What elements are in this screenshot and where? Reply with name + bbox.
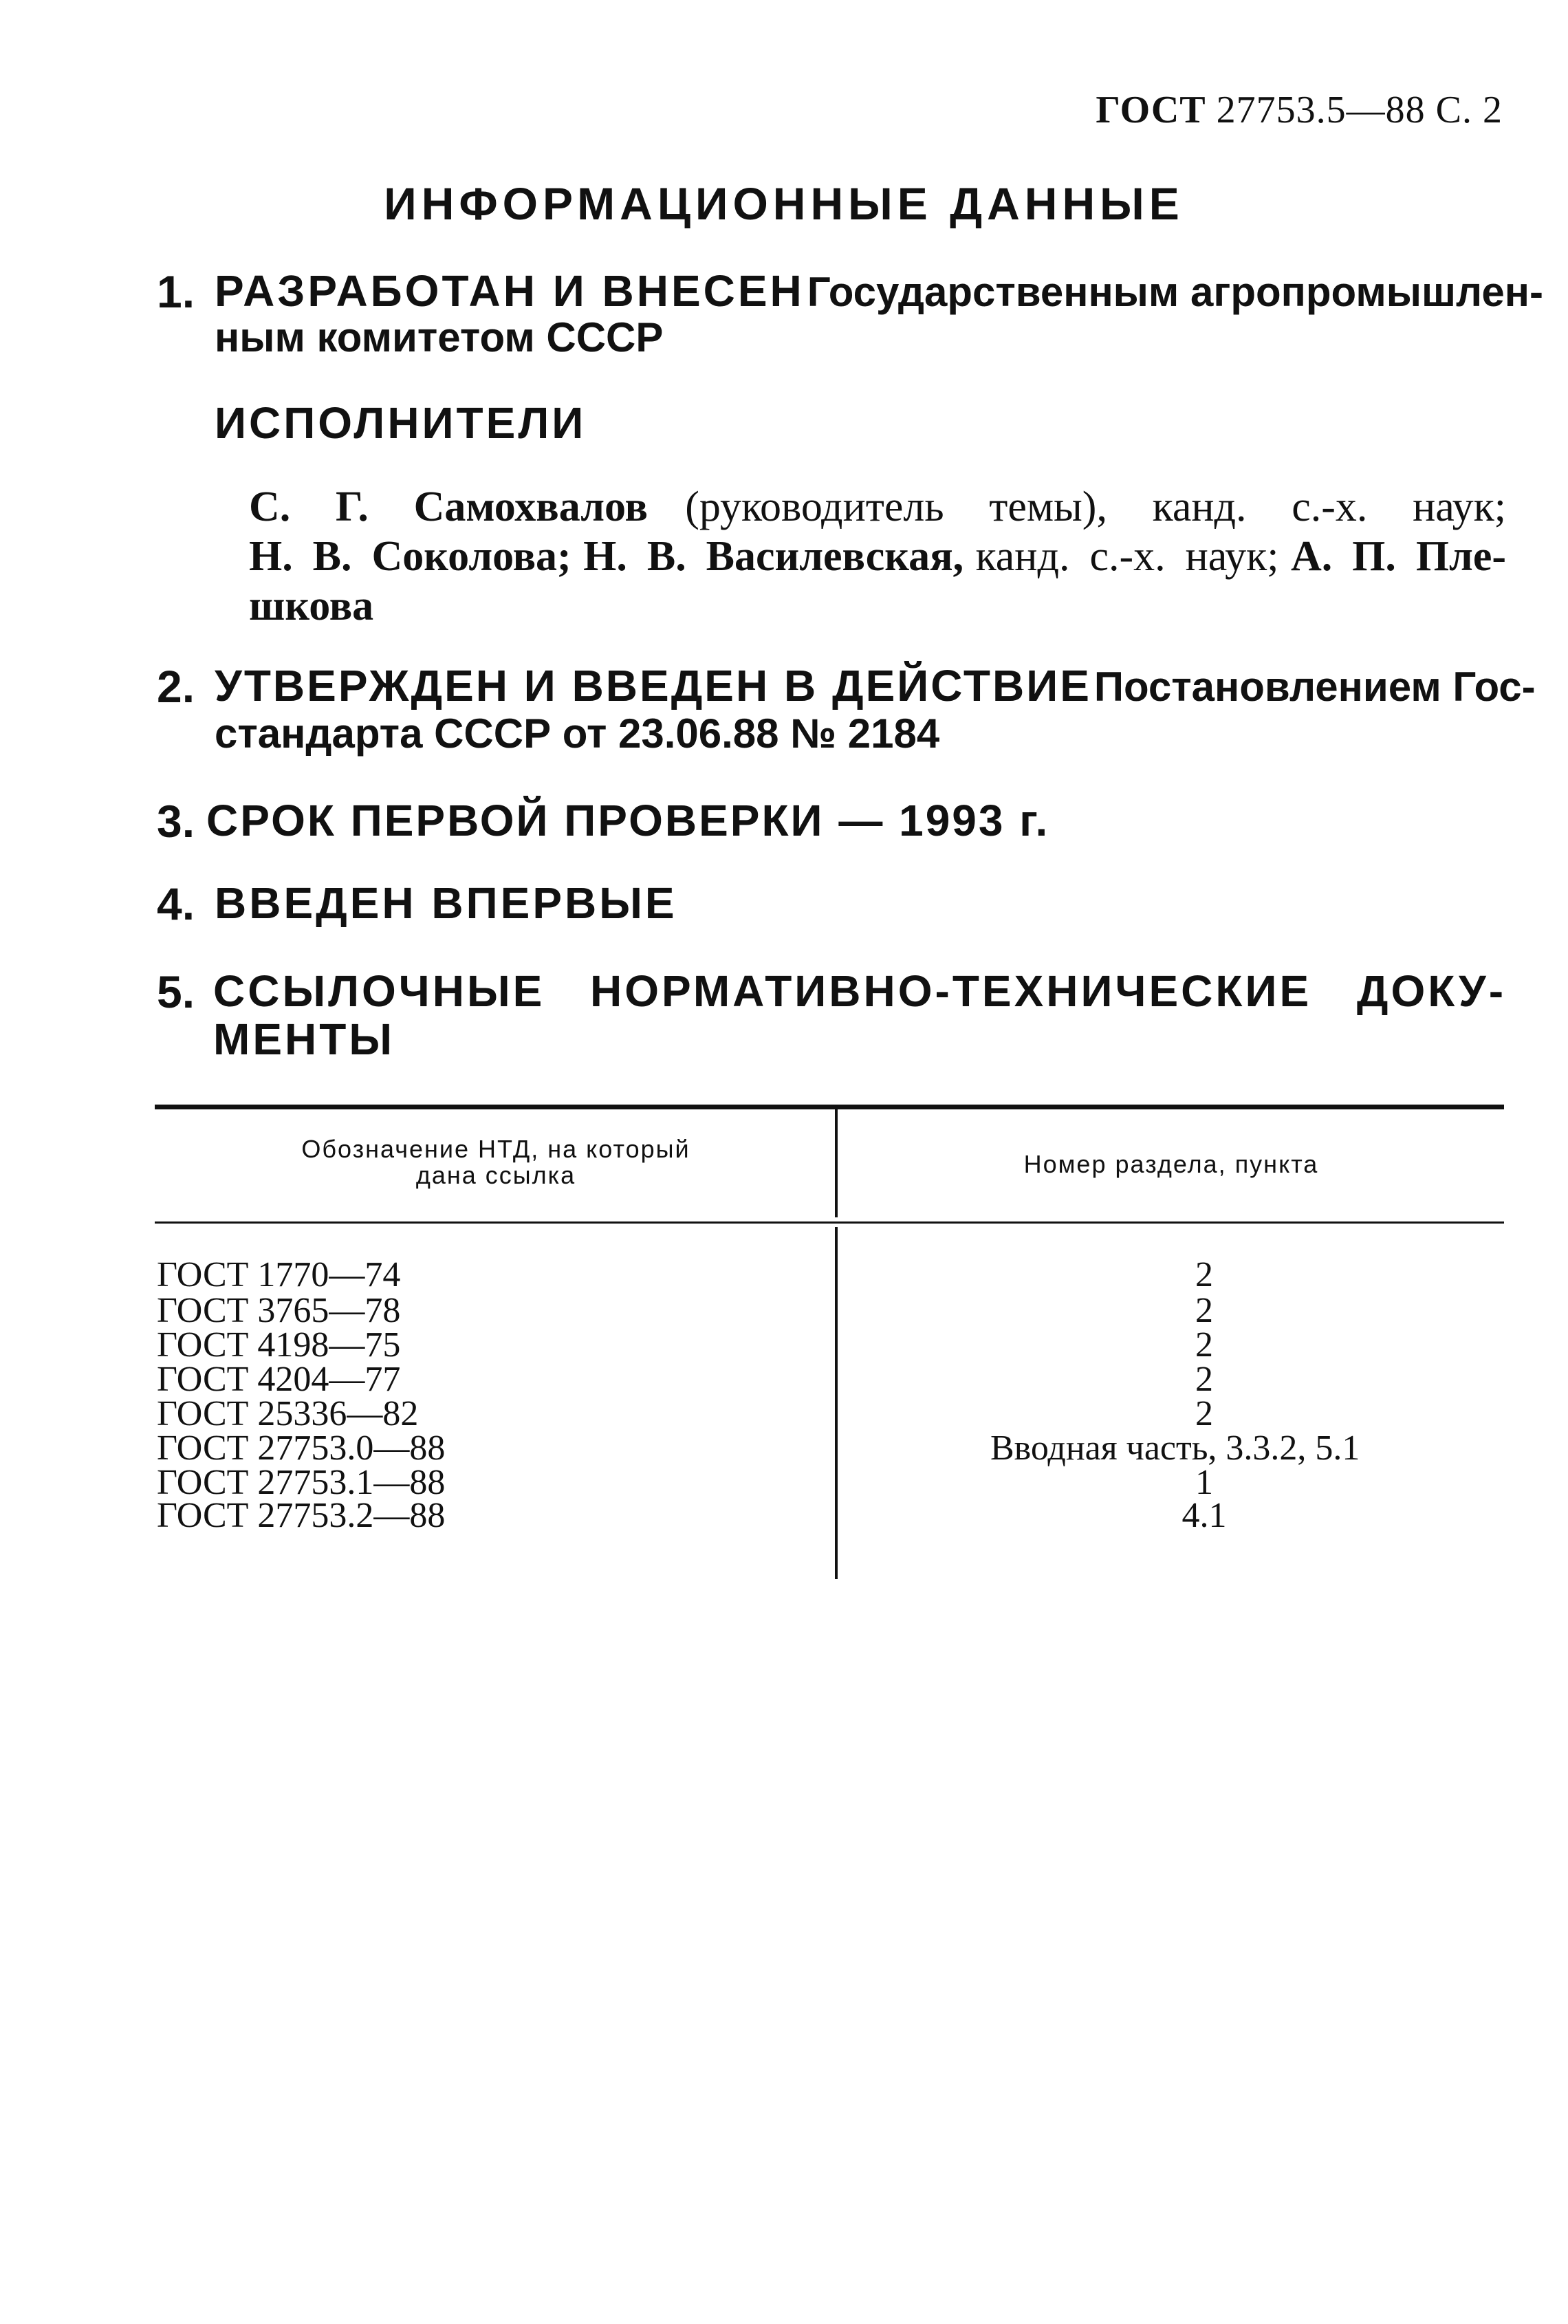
table-row-3-section: 2 — [1195, 1325, 1213, 1365]
table-row-6-section: Вводная часть, 3.3.2, 5.1 — [990, 1429, 1360, 1468]
executors-line1 — [249, 483, 1506, 532]
item-2-number: 2. — [157, 661, 195, 712]
page-title: ИНФОРМАЦИОННЫЕ ДАННЫЕ — [384, 178, 1184, 229]
item-5-heading-line2: МЕНТЫ — [213, 1014, 395, 1064]
table-row-4-section: 2 — [1195, 1360, 1213, 1399]
item-1-number: 1. — [157, 266, 195, 317]
executor-1-details: (руководитель темы), канд. с.-х. наук; — [685, 484, 1506, 530]
table-row-2-doc: ГОСТ 3765—78 — [157, 1291, 401, 1330]
executor-4-name: А. П. Пле- — [1290, 533, 1507, 580]
ref-table-top-rule — [155, 1105, 1504, 1109]
executor-1-name: С. Г. Самохвалов — [249, 484, 648, 530]
table-row-7-doc: ГОСТ 27753.1—88 — [157, 1463, 446, 1502]
executor-3-name: Н. В. Василевская, — [583, 533, 964, 580]
table-row-8-doc: ГОСТ 27753.2—88 — [157, 1496, 446, 1535]
table-row-3-doc: ГОСТ 4198—75 — [157, 1325, 401, 1365]
page-header — [1096, 88, 1503, 132]
table-row-6-doc: ГОСТ 27753.0—88 — [157, 1429, 446, 1468]
executor-4-name-end: шкова — [249, 583, 374, 629]
item-5-line1 — [213, 966, 1506, 1017]
item-1-text: Государственным агропромышлен- — [807, 269, 1543, 315]
item-3-number: 3. — [157, 796, 195, 847]
item-5-heading-part2: НОРМАТИВНО-ТЕХНИЧЕСКИЕ — [590, 966, 1312, 1016]
item-1-heading: РАЗРАБОТАН И ВНЕСЕН — [215, 266, 805, 316]
doc-number: 27753.5—88 — [1216, 89, 1426, 131]
item-5-number: 5. — [157, 966, 195, 1017]
table-row-5-doc: ГОСТ 25336—82 — [157, 1394, 419, 1433]
table-row-1-doc: ГОСТ 1770—74 — [157, 1255, 401, 1294]
ref-table-header-col2: Номер раздела, пункта — [1023, 1150, 1319, 1178]
table-row-1-section: 2 — [1195, 1255, 1213, 1294]
table-row-7-section: 1 — [1195, 1463, 1213, 1502]
executors-heading: ИСПОЛНИТЕЛИ — [215, 398, 587, 448]
item-3-heading: СРОК ПЕРВОЙ ПРОВЕРКИ — 1993 г. — [206, 796, 1050, 845]
table-row-8-section: 4.1 — [1182, 1496, 1227, 1535]
executor-2-name: Н. В. Соколова; — [249, 533, 571, 580]
ref-table-header-rule — [155, 1221, 1504, 1224]
table-row-4-doc: ГОСТ 4204—77 — [157, 1360, 401, 1399]
ref-table-header-col1-line2: дана ссылка — [415, 1161, 576, 1189]
ref-table-header-col1 — [157, 1136, 835, 1188]
item-5-heading-part3: ДОКУ- — [1356, 966, 1506, 1016]
item-1-line1 — [215, 265, 1543, 316]
item-2-text: Постановлением Гос- — [1093, 664, 1536, 710]
item-2-line1 — [215, 660, 1536, 711]
ref-table-header-col1-line1: Обозначение НТД, на который — [301, 1135, 690, 1163]
item-4-number: 4. — [157, 878, 195, 929]
item-4-heading: ВВЕДЕН ВПЕРВЫЕ — [215, 878, 677, 928]
gost-label: ГОСТ — [1096, 89, 1206, 131]
item-2-heading: УТВЕРЖДЕН И ВВЕДЕН В ДЕЙСТВИЕ — [215, 661, 1091, 710]
executors-line2 — [249, 532, 1506, 581]
executor-3-details: канд. с.-х. наук; — [975, 533, 1279, 580]
page-number: С. 2 — [1435, 89, 1503, 131]
item-1-line2: ным комитетом СССР — [215, 314, 664, 360]
item-2-line2: стандарта СССР от 23.06.88 № 2184 — [215, 710, 940, 757]
table-row-2-section: 2 — [1195, 1291, 1213, 1330]
table-row-5-section: 2 — [1195, 1394, 1213, 1433]
item-5-heading-part1: ССЫЛОЧНЫЕ — [213, 966, 545, 1016]
